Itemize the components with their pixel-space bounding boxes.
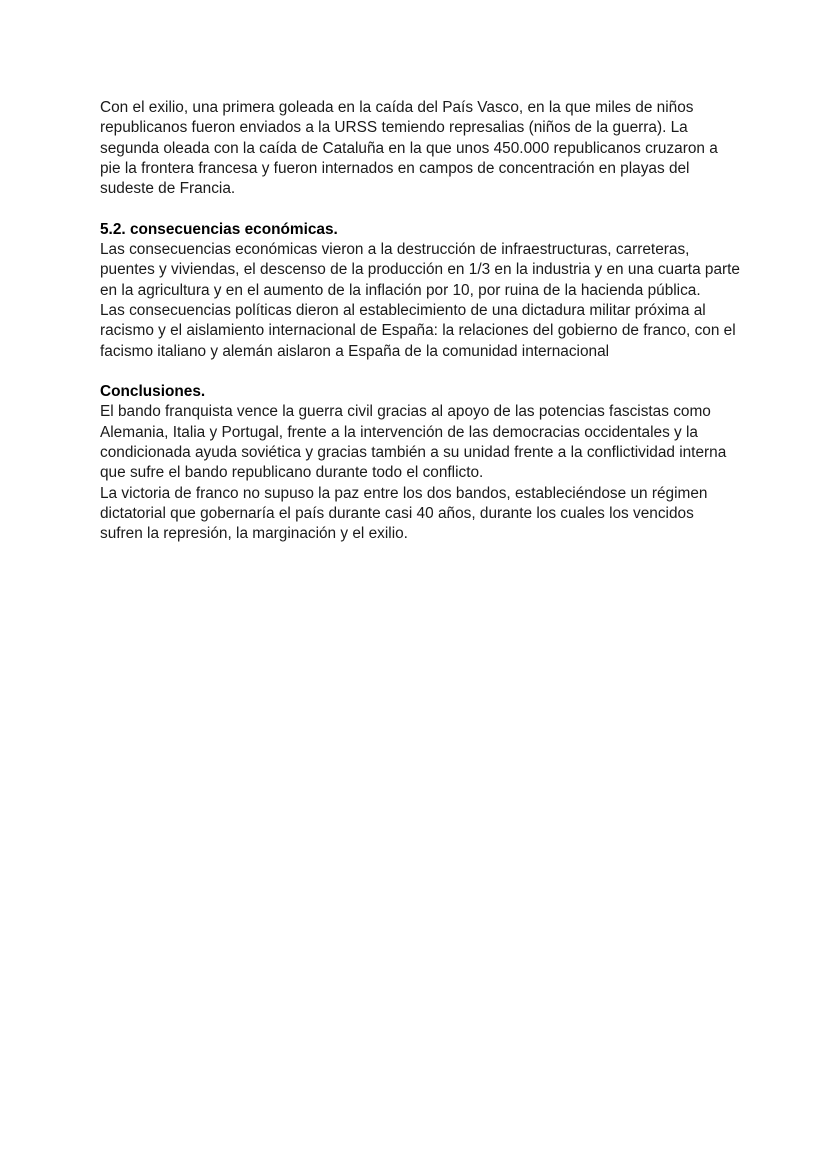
paragraph-economic: Las consecuencias económicas vieron a la destrucción de infraestructuras, carreteras, puentes y viviendas, el descenso de la producción en 1/3 en la industria y en una cuarta parte en la agricultura y en el aumento de la inflación por 10, por ruina de la hacienda pública.	[100, 241, 740, 299]
paragraph-exile: Con el exilio, una primera goleada en la caída del País Vasco, en la que miles de niños republicanos fueron enviados a la URSS temiendo represalias (niños de la guerra). La segunda oleada con la caída de Cataluña en la que unos 450.000 republicanos cruzaron a pie la frontera francesa y fueron internados en campos de concentración en playas del sudeste de Francia.	[100, 99, 718, 198]
paragraph-spacer	[100, 199, 740, 219]
document-body	[100, 98, 740, 545]
paragraph-spacer	[100, 362, 740, 382]
paragraph-political: Las consecuencias políticas dieron al establecimiento de una dictadura militar próxima al racismo y el aislamiento internacional de España: la relaciones del gobierno de franco, con el facismo italiano y alemán aislaron a España de la comunidad internacional	[100, 301, 736, 360]
heading-conclusions: Conclusiones.	[100, 383, 206, 401]
paragraph-conclusions-2: La victoria de franco no supuso la paz entre los dos bandos, estableciéndose un régimen dictatorial que gobernaría el país durante casi 40 años, durante los cuales los vencidos sufren la represión, la marginación y el exilio.	[100, 484, 708, 543]
paragraph-conclusions-1: El bando franquista vence la guerra civil gracias al apoyo de las potencias fascistas como Alemania, Italia y Portugal, frente a la intervención de las democracias occidentales y la condicionada ayuda soviética y gracias también a su unidad frente a la conflictividad interna que sufre el bando republicano durante todo el conflicto.	[100, 403, 727, 482]
heading-economic-consequences: 5.2. consecuencias económicas.	[100, 220, 338, 238]
